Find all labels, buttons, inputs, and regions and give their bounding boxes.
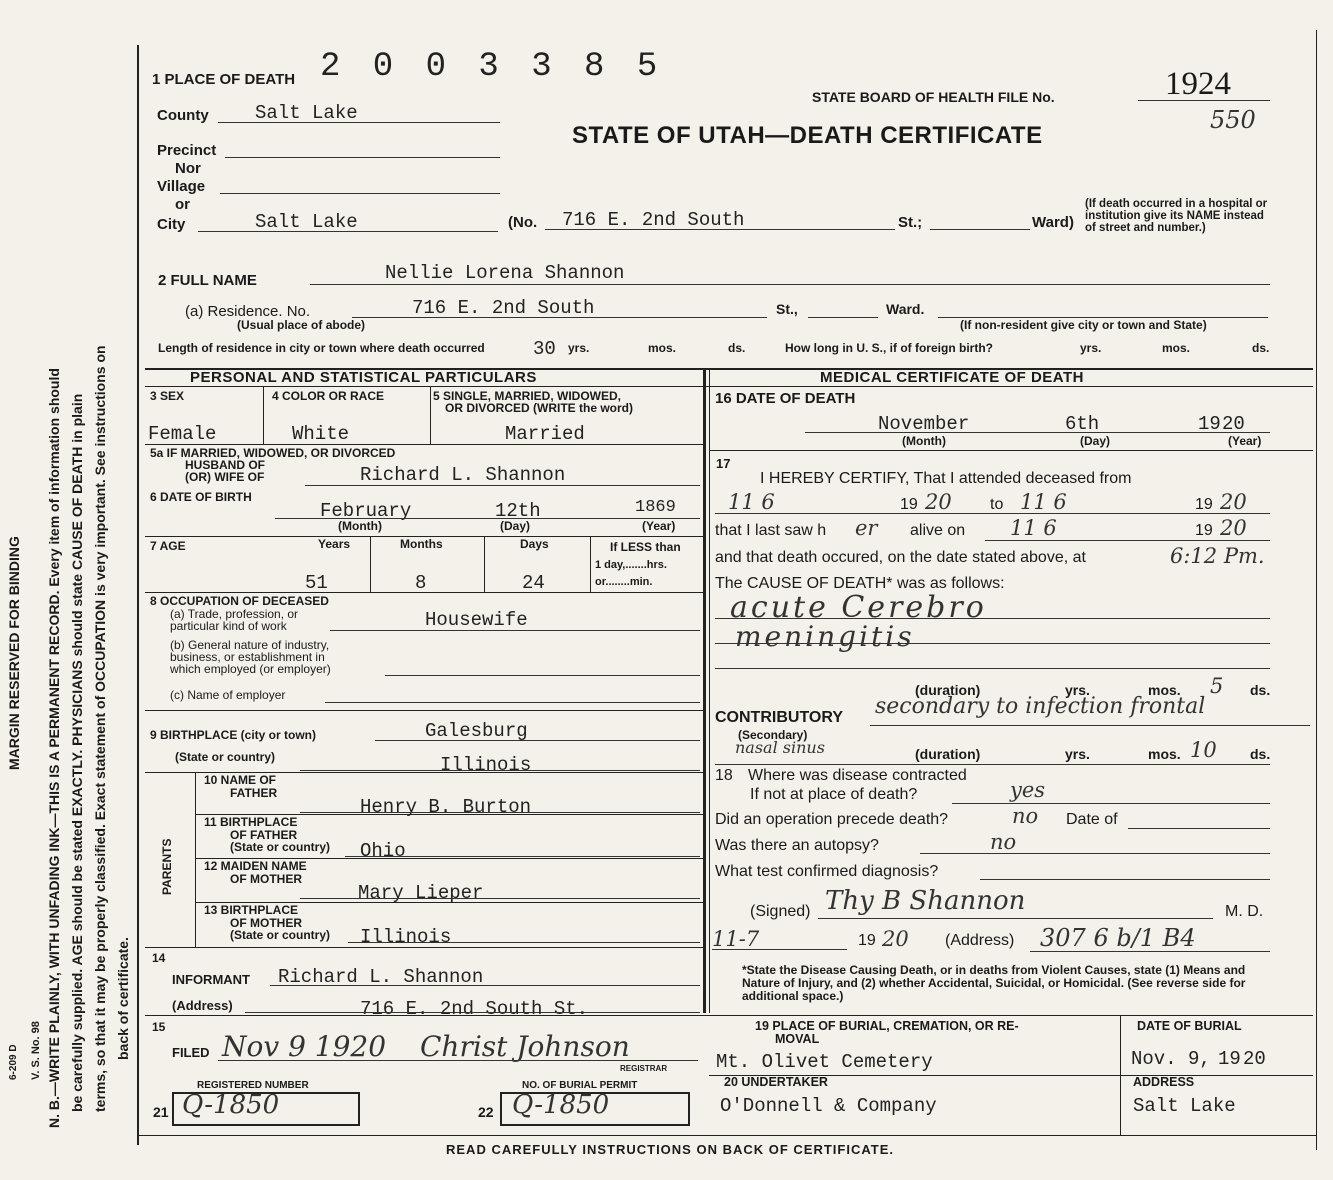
stamp-number: 2 0 0 3 3 8 5 — [320, 48, 664, 86]
county-value: Salt Lake — [255, 102, 358, 124]
burial-year: 20 — [1243, 1048, 1266, 1070]
attended-to-date: 11 6 — [1020, 490, 1067, 514]
age-months-label: Months — [400, 537, 443, 551]
informant-name: Richard L. Shannon — [278, 966, 484, 988]
informant-address: 716 E. 2nd South St. — [360, 998, 589, 1020]
md-label: M. D. — [1225, 903, 1264, 920]
secondary-label: (Secondary) — [738, 728, 808, 742]
street-no-label: (No. — [508, 214, 538, 231]
personal-section-title: PERSONAL AND STATISTICAL PARTICULARS — [190, 369, 537, 386]
attended-to-label: to — [990, 496, 1004, 513]
registrar-label: REGISTRAR — [620, 1064, 668, 1073]
duration-1-months: 5 — [1210, 674, 1224, 698]
precinct-label: Precinct — [157, 142, 217, 159]
registered-number-label: REGISTERED NUMBER — [197, 1080, 309, 1091]
signed-label: (Signed) — [750, 903, 811, 920]
occupation-label: 8 OCCUPATION OF DECEASED — [150, 594, 329, 608]
residence-value: 716 E. 2nd South — [412, 297, 595, 319]
us-mos-label: mos. — [1162, 341, 1191, 355]
undertaker-label: 20 UNDERTAKER — [724, 1075, 828, 1089]
father-birthplace-label-2: OF FATHER — [230, 828, 298, 842]
death-year: 20 — [1222, 413, 1245, 435]
attended-from-date: 11 6 — [728, 490, 775, 514]
burial-place-label-1: 19 PLACE OF BURIAL, CREMATION, OR RE- — [755, 1019, 1019, 1033]
dob-day-caption: (Day) — [500, 519, 531, 533]
burial-year-prefix: 19 — [1218, 1048, 1241, 1070]
burial-place: Mt. Olivet Cemetery — [716, 1051, 933, 1073]
signed-date: 11-7 — [712, 927, 760, 951]
occupation-value: Housewife — [425, 609, 528, 631]
dob-month: February — [320, 500, 412, 522]
birthplace-state: Illinois — [440, 754, 532, 776]
duration-1-ds: ds. — [1250, 682, 1271, 698]
mother-label-1: 12 MAIDEN NAME — [204, 859, 307, 873]
death-month: November — [878, 413, 970, 435]
death-year-prefix: 19 — [1198, 413, 1221, 435]
full-name: Nellie Lorena Shannon — [385, 262, 625, 284]
autopsy-value: no — [990, 830, 1017, 854]
spouse-value: Richard L. Shannon — [360, 464, 566, 486]
occupation-a-line2: particular kind of work — [170, 619, 287, 633]
occupation-b-line2: business, or establishment in — [170, 650, 325, 664]
mother-birthplace-label-2: OF MOTHER — [230, 916, 302, 930]
age-years-label: Years — [318, 537, 351, 551]
length-of-residence-label: Length of residence in city or town where death occurred — [158, 341, 485, 355]
attended-from-year: 20 — [925, 490, 952, 514]
death-day: 6th — [1065, 413, 1100, 435]
dob-day: 12th — [495, 500, 541, 522]
burial-permit-label: NO. OF BURIAL PERMIT — [522, 1080, 638, 1091]
binding-margin-label: MARGIN RESERVED FOR BINDING — [6, 536, 22, 770]
duration-1-yrs: yrs. — [1065, 682, 1090, 698]
registered-number: Q-1850 — [182, 1090, 280, 1120]
cause-line-1: acute Cerebro — [730, 590, 987, 625]
color-value: White — [292, 423, 350, 445]
operation-value: no — [1012, 804, 1039, 828]
burial-date: Nov. 9, — [1131, 1048, 1211, 1070]
physician-signature: Thy B Shannon — [825, 886, 1026, 916]
death-day-caption: (Day) — [1080, 434, 1111, 448]
instructions-line-2: be carefully supplied. AGE should be stated EXACTLY. PHYSICIANS should state CAUSE OF DEATH in plain — [69, 393, 85, 1112]
nonresident-note: (If non-resident give city or town and State) — [960, 318, 1207, 332]
duration-2-mos: mos. — [1148, 746, 1181, 762]
footer-instructions: READ CAREFULLY INSTRUCTIONS ON BACK OF CERTIFICATE. — [446, 1142, 894, 1157]
bottom-border — [137, 1135, 1317, 1136]
right-border — [1316, 30, 1317, 1150]
dob-month-caption: (Month) — [338, 519, 382, 533]
us-ds-label: ds. — [1252, 341, 1270, 355]
left-border — [137, 45, 139, 1145]
marital-label-1: 5 SINGLE, MARRIED, WIDOWED, — [433, 389, 622, 403]
length-yrs-label: yrs. — [568, 341, 590, 355]
filed-value: Nov 9 1920 — [222, 1030, 387, 1063]
item-17-number: 17 — [716, 456, 731, 471]
contracted-value: yes — [1010, 778, 1046, 802]
sex-label: 3 SEX — [150, 389, 185, 403]
marital-label-2: OR DIVORCED (WRITE the word) — [445, 401, 633, 415]
less-than-label: If LESS than — [610, 540, 681, 554]
father-birthplace-label-1: 11 BIRTHPLACE — [204, 815, 298, 829]
father-birthplace-label-3: (State or country) — [230, 840, 331, 854]
place-of-death-label: 1 PLACE OF DEATH — [152, 71, 296, 88]
residence-label: (a) Residence. No. — [185, 303, 311, 320]
death-occurred-text: and that death occured, on the date stated above, at — [715, 549, 1086, 566]
instructions-line-3: terms, so that it may be properly classified. Exact statement of OCCUPATION is very important. See instructions on — [92, 345, 108, 1112]
spouse-label-1: 5a IF MARRIED, WIDOWED, OR DIVORCED — [150, 446, 396, 460]
occupation-b-line3: which employed (or employer) — [170, 662, 331, 676]
form-number: 6-209 D — [8, 1044, 19, 1080]
autopsy-label: Was there an autopsy? — [715, 837, 879, 854]
nor-label: Nor — [175, 160, 201, 177]
street-st-label: St.; — [898, 214, 923, 231]
cause-line-2: meningitis — [735, 620, 915, 653]
usual-place-caption: (Usual place of abode) — [237, 318, 366, 332]
birthplace-state-label: (State or country) — [175, 750, 276, 764]
informant-number: 14 — [152, 951, 166, 965]
last-saw-year: 20 — [1220, 516, 1247, 540]
vs-number: V. S. No. 98 — [30, 1021, 42, 1080]
color-label: 4 COLOR OR RACE — [272, 389, 385, 403]
street-value: 716 E. 2nd South — [562, 209, 745, 231]
filed-number: 15 — [152, 1020, 166, 1034]
attended-from-19: 19 — [900, 496, 918, 513]
last-saw-pronoun: er — [855, 516, 878, 540]
death-year-caption: (Year) — [1228, 434, 1262, 448]
undertaker-address: Salt Lake — [1133, 1095, 1236, 1117]
sex-value: Female — [148, 423, 217, 445]
instructions-line-1: N. B.—WRITE PLAINLY, WITH UNFADING INK—THIS IS A PERMANENT RECORD. Every item of information should — [46, 368, 62, 1128]
mother-birthplace: Illinois — [360, 926, 452, 948]
certify-text: I HEREBY CERTIFY, That I attended deceased from — [760, 470, 1132, 487]
contributory-label: CONTRIBUTORY — [715, 709, 843, 726]
undertaker-address-label: ADDRESS — [1133, 1075, 1195, 1089]
length-of-residence-value: 30 — [533, 338, 556, 360]
not-at-place-label: If not at place of death? — [750, 786, 918, 803]
spouse-label-2: HUSBAND OF — [185, 458, 265, 472]
city-value: Salt Lake — [255, 211, 358, 233]
father-label-1: 10 NAME OF — [204, 773, 277, 787]
age-label: 7 AGE — [150, 539, 186, 553]
filed-label: FILED — [172, 1045, 210, 1060]
burial-date-label: DATE OF BURIAL — [1137, 1019, 1242, 1033]
corner-note: 550 — [1210, 106, 1256, 134]
registrar-signature: Christ Johnson — [420, 1030, 630, 1063]
dob-year-caption: (Year) — [642, 519, 676, 533]
age-days-label: Days — [520, 537, 549, 551]
state-board-number: 1924 — [1165, 66, 1231, 102]
last-saw-19: 19 — [1195, 522, 1213, 539]
instructions-line-4: back of certificate. — [115, 937, 131, 1060]
marital-value: Married — [505, 423, 585, 445]
state-board-label: STATE BOARD OF HEALTH FILE No. — [812, 89, 1055, 105]
test-confirmed-label: What test confirmed diagnosis? — [715, 863, 939, 880]
page-title: STATE OF UTAH—DEATH CERTIFICATE — [572, 122, 1043, 149]
or-min-label: or........min. — [595, 576, 653, 588]
county-label: County — [157, 107, 209, 124]
attended-to-19: 19 — [1195, 496, 1213, 513]
signed-19: 19 — [858, 932, 876, 949]
mother-name: Mary Lieper — [358, 882, 484, 904]
occupation-a-line1: (a) Trade, profession, or — [170, 607, 299, 621]
village-label: Village — [157, 178, 206, 195]
contributory-cause: secondary to infection frontal — [875, 694, 1206, 719]
item-18-number: 18 — [715, 767, 733, 784]
occupation-b-line1: (b) General nature of industry, — [170, 638, 330, 652]
father-label-2: FATHER — [230, 786, 278, 800]
ward-label: Ward) — [1032, 214, 1074, 231]
length-mos-label: mos. — [648, 341, 677, 355]
dob-label: 6 DATE OF BIRTH — [150, 490, 252, 504]
employer-label: (c) Name of employer — [170, 688, 286, 702]
cause-of-death-label: The CAUSE OF DEATH* was as follows: — [715, 575, 1005, 592]
burial-permit-prefix: 22 — [478, 1104, 494, 1120]
mother-birthplace-label-1: 13 BIRTHPLACE — [204, 903, 299, 917]
signed-year: 20 — [882, 927, 909, 951]
duration-2-months: 10 — [1190, 738, 1217, 762]
mother-label-2: OF MOTHER — [230, 872, 302, 886]
or-label: or — [175, 196, 190, 213]
parents-label: PARENTS — [160, 838, 174, 895]
death-month-caption: (Month) — [902, 434, 946, 448]
duration-1-label: (duration) — [915, 682, 981, 698]
spouse-label-3: (OR) WIFE OF — [185, 470, 265, 484]
last-saw-text: that I last saw h — [715, 522, 827, 539]
informant-label: INFORMANT — [172, 972, 250, 987]
contracted-label: Where was disease contracted — [748, 767, 967, 784]
duration-2-yrs: yrs. — [1065, 746, 1090, 762]
duration-2-ds: ds. — [1250, 746, 1271, 762]
us-yrs-label: yrs. — [1080, 341, 1102, 355]
burial-place-label-2: MOVAL — [775, 1032, 820, 1046]
registered-number-prefix: 21 — [153, 1104, 169, 1120]
date-of-death-label: 16 DATE OF DEATH — [715, 390, 856, 407]
birthplace-label: 9 BIRTHPLACE (city or town) — [150, 728, 317, 742]
burial-permit-number: Q-1850 — [512, 1090, 610, 1120]
duration-2-label: (duration) — [915, 746, 981, 762]
dob-year: 1869 — [635, 498, 676, 517]
physician-address: 307 6 b/1 B4 — [1040, 924, 1196, 952]
city-label: City — [157, 216, 186, 233]
last-saw-date: 11 6 — [1010, 516, 1057, 540]
age-years: 51 — [305, 572, 328, 594]
birthplace-city: Galesburg — [425, 720, 528, 742]
one-day-label: 1 day,.......hrs. — [595, 559, 667, 571]
duration-1-mos: mos. — [1148, 682, 1181, 698]
length-ds-label: ds. — [728, 341, 746, 355]
attended-to-year: 20 — [1220, 490, 1247, 514]
father-name: Henry B. Burton — [360, 796, 532, 818]
residence-ward-label: Ward. — [886, 301, 925, 317]
contributory-cause-2: nasal sinus — [735, 738, 825, 757]
alive-on-label: alive on — [910, 522, 966, 539]
operation-date-label: Date of — [1066, 811, 1118, 828]
residence-st-label: St., — [776, 301, 798, 317]
undertaker-name: O'Donnell & Company — [720, 1095, 937, 1117]
father-birthplace: Ohio — [360, 840, 406, 862]
full-name-label: 2 FULL NAME — [158, 272, 257, 289]
informant-address-label: (Address) — [172, 998, 233, 1013]
how-long-in-us-label: How long in U. S., if of foreign birth? — [785, 341, 993, 355]
death-time: 6:12 Pm. — [1170, 544, 1265, 568]
cause-footnote: *State the Disease Causing Death, or in deaths from Violent Causes, state (1) Means and Nature of Injury, and (2) whether Accidental, Suicidal, or Homicidal. (See reverse side for additional space.) — [742, 963, 1246, 1003]
age-days: 24 — [522, 572, 545, 594]
mother-birthplace-label-3: (State or country) — [230, 928, 331, 942]
age-months: 8 — [415, 572, 427, 594]
medical-section-title: MEDICAL CERTIFICATE OF DEATH — [820, 369, 1084, 386]
physician-address-label: (Address) — [945, 932, 1015, 949]
operation-label: Did an operation precede death? — [715, 811, 949, 828]
hospital-note: (If death occurred in a hospital or institution give its NAME instead of street and number.) — [1085, 198, 1268, 234]
